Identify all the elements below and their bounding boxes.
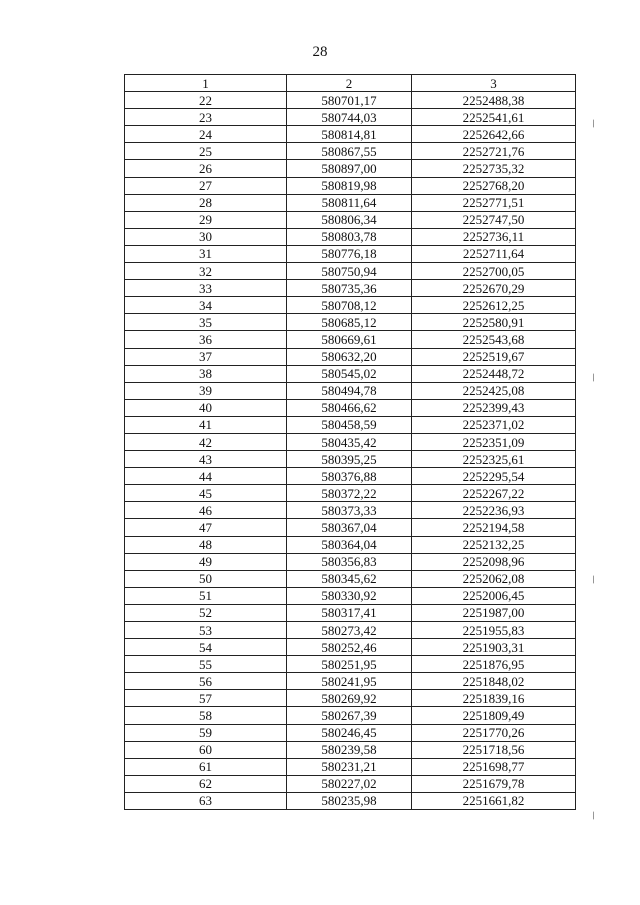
cell-number: 25 — [125, 143, 287, 160]
cell-number: 41 — [125, 416, 287, 433]
table-header-row — [125, 75, 576, 92]
cell-y-coordinate: 2251809,49 — [412, 707, 576, 724]
cell-number: 47 — [125, 519, 287, 536]
cell-x-coordinate: 580239,58 — [287, 741, 412, 758]
table-row — [125, 519, 576, 536]
cell-x-coordinate: 580685,12 — [287, 314, 412, 331]
cell-x-coordinate: 580252,46 — [287, 639, 412, 656]
cell-y-coordinate: 2252612,25 — [412, 297, 576, 314]
table-row — [125, 724, 576, 741]
cell-x-coordinate: 580231,21 — [287, 758, 412, 775]
cell-y-coordinate: 2252062,08 — [412, 570, 576, 587]
cell-x-coordinate: 580330,92 — [287, 587, 412, 604]
cell-number: 50 — [125, 570, 287, 587]
cell-y-coordinate: 2252295,54 — [412, 468, 576, 485]
cell-y-coordinate: 2252132,25 — [412, 536, 576, 553]
cell-x-coordinate: 580395,25 — [287, 451, 412, 468]
table-row — [125, 382, 576, 399]
cell-number: 39 — [125, 382, 287, 399]
table-row — [125, 792, 576, 809]
table-row — [125, 485, 576, 502]
cell-x-coordinate: 580241,95 — [287, 673, 412, 690]
cell-number: 60 — [125, 741, 287, 758]
table-row — [125, 690, 576, 707]
cell-y-coordinate: 2252488,38 — [412, 92, 576, 109]
cell-x-coordinate: 580776,18 — [287, 245, 412, 262]
cell-x-coordinate: 580372,22 — [287, 485, 412, 502]
cell-y-coordinate: 2252098,96 — [412, 553, 576, 570]
column-header-x: 2 — [287, 75, 412, 92]
cell-y-coordinate: 2252325,61 — [412, 451, 576, 468]
cell-y-coordinate: 2251955,83 — [412, 622, 576, 639]
cell-x-coordinate: 580345,62 — [287, 570, 412, 587]
margin-mark: / — [590, 117, 598, 131]
cell-number: 59 — [125, 724, 287, 741]
cell-x-coordinate: 580466,62 — [287, 399, 412, 416]
coordinates-table — [124, 74, 576, 810]
cell-number: 26 — [125, 160, 287, 177]
cell-x-coordinate: 580317,41 — [287, 604, 412, 621]
table-row — [125, 348, 576, 365]
cell-number: 32 — [125, 263, 287, 280]
table-row — [125, 553, 576, 570]
cell-number: 45 — [125, 485, 287, 502]
cell-y-coordinate: 2252448,72 — [412, 365, 576, 382]
cell-number: 44 — [125, 468, 287, 485]
cell-y-coordinate: 2252194,58 — [412, 519, 576, 536]
cell-number: 37 — [125, 348, 287, 365]
table-row — [125, 416, 576, 433]
cell-number: 48 — [125, 536, 287, 553]
cell-y-coordinate: 2251770,26 — [412, 724, 576, 741]
column-header-y: 3 — [412, 75, 576, 92]
cell-number: 43 — [125, 451, 287, 468]
table-row — [125, 741, 576, 758]
table-row — [125, 587, 576, 604]
table-row — [125, 92, 576, 109]
cell-x-coordinate: 580273,42 — [287, 622, 412, 639]
cell-number: 57 — [125, 690, 287, 707]
cell-y-coordinate: 2252425,08 — [412, 382, 576, 399]
cell-number: 63 — [125, 792, 287, 809]
table-row — [125, 707, 576, 724]
cell-x-coordinate: 580632,20 — [287, 348, 412, 365]
cell-number: 54 — [125, 639, 287, 656]
table-row — [125, 331, 576, 348]
table-row — [125, 160, 576, 177]
cell-x-coordinate: 580373,33 — [287, 502, 412, 519]
cell-number: 33 — [125, 280, 287, 297]
table-row — [125, 194, 576, 211]
cell-x-coordinate: 580806,34 — [287, 211, 412, 228]
table-row — [125, 297, 576, 314]
cell-number: 23 — [125, 109, 287, 126]
cell-x-coordinate: 580744,03 — [287, 109, 412, 126]
table-row — [125, 468, 576, 485]
margin-mark: / — [590, 371, 598, 385]
table-row — [125, 143, 576, 160]
cell-x-coordinate: 580246,45 — [287, 724, 412, 741]
cell-y-coordinate: 2252736,11 — [412, 228, 576, 245]
cell-number: 52 — [125, 604, 287, 621]
cell-y-coordinate: 2251661,82 — [412, 792, 576, 809]
cell-y-coordinate: 2252351,09 — [412, 433, 576, 450]
table-row — [125, 280, 576, 297]
page-number: 28 — [312, 44, 328, 60]
cell-number: 28 — [125, 194, 287, 211]
cell-number: 55 — [125, 656, 287, 673]
cell-x-coordinate: 580235,98 — [287, 792, 412, 809]
cell-x-coordinate: 580364,04 — [287, 536, 412, 553]
cell-y-coordinate: 2251718,56 — [412, 741, 576, 758]
table-row — [125, 451, 576, 468]
table-row — [125, 673, 576, 690]
cell-number: 29 — [125, 211, 287, 228]
cell-x-coordinate: 580269,92 — [287, 690, 412, 707]
cell-y-coordinate: 2252006,45 — [412, 587, 576, 604]
cell-x-coordinate: 580701,17 — [287, 92, 412, 109]
cell-y-coordinate: 2252771,51 — [412, 194, 576, 211]
table-row — [125, 622, 576, 639]
table-row — [125, 639, 576, 656]
cell-x-coordinate: 580367,04 — [287, 519, 412, 536]
cell-number: 56 — [125, 673, 287, 690]
cell-y-coordinate: 2252735,32 — [412, 160, 576, 177]
cell-y-coordinate: 2251848,02 — [412, 673, 576, 690]
cell-y-coordinate: 2252747,50 — [412, 211, 576, 228]
cell-x-coordinate: 580819,98 — [287, 177, 412, 194]
cell-x-coordinate: 580803,78 — [287, 228, 412, 245]
cell-number: 30 — [125, 228, 287, 245]
cell-y-coordinate: 2252399,43 — [412, 399, 576, 416]
cell-number: 42 — [125, 433, 287, 450]
cell-number: 22 — [125, 92, 287, 109]
cell-number: 46 — [125, 502, 287, 519]
cell-x-coordinate: 580458,59 — [287, 416, 412, 433]
cell-y-coordinate: 2252670,29 — [412, 280, 576, 297]
table-row — [125, 502, 576, 519]
cell-x-coordinate: 580376,88 — [287, 468, 412, 485]
cell-number: 27 — [125, 177, 287, 194]
margin-mark: / — [590, 573, 598, 587]
table-row — [125, 433, 576, 450]
table-row — [125, 109, 576, 126]
cell-x-coordinate: 580814,81 — [287, 126, 412, 143]
table-body — [125, 92, 576, 810]
table-row — [125, 314, 576, 331]
cell-y-coordinate: 2252267,22 — [412, 485, 576, 502]
margin-mark: / — [590, 809, 598, 823]
cell-y-coordinate: 2252700,05 — [412, 263, 576, 280]
cell-x-coordinate: 580356,83 — [287, 553, 412, 570]
cell-x-coordinate: 580251,95 — [287, 656, 412, 673]
cell-number: 34 — [125, 297, 287, 314]
cell-number: 53 — [125, 622, 287, 639]
cell-number: 36 — [125, 331, 287, 348]
cell-y-coordinate: 2252371,02 — [412, 416, 576, 433]
cell-x-coordinate: 580735,36 — [287, 280, 412, 297]
cell-number: 58 — [125, 707, 287, 724]
cell-x-coordinate: 580669,61 — [287, 331, 412, 348]
table-row — [125, 365, 576, 382]
cell-x-coordinate: 580545,02 — [287, 365, 412, 382]
cell-y-coordinate: 2251987,00 — [412, 604, 576, 621]
cell-y-coordinate: 2251679,78 — [412, 775, 576, 792]
cell-y-coordinate: 2251903,31 — [412, 639, 576, 656]
table-row — [125, 536, 576, 553]
cell-number: 51 — [125, 587, 287, 604]
cell-y-coordinate: 2252642,66 — [412, 126, 576, 143]
cell-y-coordinate: 2252711,64 — [412, 245, 576, 262]
cell-x-coordinate: 580867,55 — [287, 143, 412, 160]
cell-x-coordinate: 580435,42 — [287, 433, 412, 450]
table-row — [125, 211, 576, 228]
cell-x-coordinate: 580494,78 — [287, 382, 412, 399]
cell-number: 40 — [125, 399, 287, 416]
table-row — [125, 604, 576, 621]
cell-number: 24 — [125, 126, 287, 143]
cell-x-coordinate: 580811,64 — [287, 194, 412, 211]
cell-x-coordinate: 580750,94 — [287, 263, 412, 280]
cell-x-coordinate: 580708,12 — [287, 297, 412, 314]
cell-x-coordinate: 580227,02 — [287, 775, 412, 792]
table-row — [125, 758, 576, 775]
table-row — [125, 245, 576, 262]
table-row — [125, 177, 576, 194]
cell-y-coordinate: 2252236,93 — [412, 502, 576, 519]
table-row — [125, 263, 576, 280]
table-row — [125, 228, 576, 245]
cell-number: 61 — [125, 758, 287, 775]
cell-y-coordinate: 2251698,77 — [412, 758, 576, 775]
cell-y-coordinate: 2252543,68 — [412, 331, 576, 348]
column-header-number: 1 — [125, 75, 287, 92]
table-row — [125, 656, 576, 673]
table-row — [125, 775, 576, 792]
cell-number: 35 — [125, 314, 287, 331]
cell-x-coordinate: 580267,39 — [287, 707, 412, 724]
table-row — [125, 399, 576, 416]
cell-y-coordinate: 2251876,95 — [412, 656, 576, 673]
cell-number: 38 — [125, 365, 287, 382]
cell-x-coordinate: 580897,00 — [287, 160, 412, 177]
cell-number: 31 — [125, 245, 287, 262]
cell-number: 49 — [125, 553, 287, 570]
table-row — [125, 570, 576, 587]
table-row — [125, 126, 576, 143]
cell-y-coordinate: 2251839,16 — [412, 690, 576, 707]
cell-y-coordinate: 2252768,20 — [412, 177, 576, 194]
cell-y-coordinate: 2252519,67 — [412, 348, 576, 365]
cell-y-coordinate: 2252580,91 — [412, 314, 576, 331]
cell-number: 62 — [125, 775, 287, 792]
cell-y-coordinate: 2252541,61 — [412, 109, 576, 126]
cell-y-coordinate: 2252721,76 — [412, 143, 576, 160]
